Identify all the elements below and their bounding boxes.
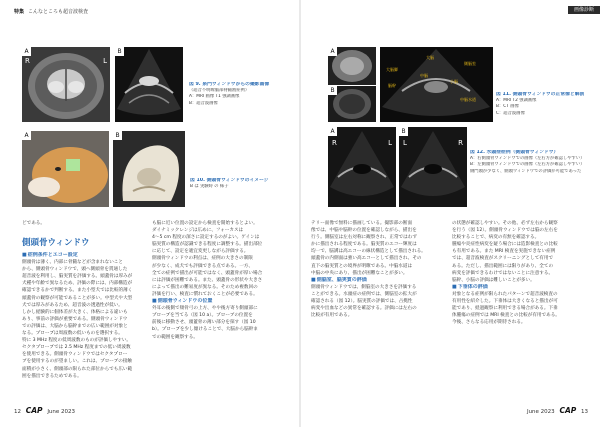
figure-12a-ultrasound-image bbox=[328, 127, 396, 207]
ultrasound-sector-illustration bbox=[115, 47, 183, 122]
body-line: によって描出の難易度が異なる。そのため複数回の bbox=[152, 284, 258, 290]
issue-date: June 2023 bbox=[47, 409, 76, 415]
mri-scan-illustration bbox=[22, 47, 110, 122]
subheading: ■ 下垂体の評価 bbox=[452, 284, 586, 291]
panel-label: A bbox=[22, 47, 31, 56]
figure-title: 図 12. 水頭症症例（側頭骨ウィンドウ） bbox=[470, 150, 559, 155]
caption-line: B は 実験時 の 様子 bbox=[190, 184, 229, 190]
body-line: の状態が確認しやすい。その他、必ず左右から観察 bbox=[452, 221, 558, 226]
caption-line: C：超音波画像 bbox=[496, 110, 525, 116]
caption-line: A：右側頭骨ウィンドウでの画像（左右方が確認しやすい） bbox=[470, 156, 585, 162]
laterality-right: R bbox=[458, 139, 463, 147]
figure-10a-dog-photo bbox=[22, 131, 109, 207]
panel-label: A bbox=[328, 127, 337, 136]
caption-line: A：MRI 画像 T1 強調画像 bbox=[189, 94, 240, 100]
anatomy-annotation: 中脳 bbox=[420, 73, 428, 78]
figure-title: 図 10. 側頭骨ウィンドウのイメージ bbox=[190, 178, 269, 183]
body-line: 犬では厚みがあるため、超音波の透過性が低い。 bbox=[22, 302, 123, 308]
running-header bbox=[14, 8, 88, 15]
issue-date: June 2023 bbox=[526, 409, 555, 415]
body-line: ブを使用するのが望ましい。これは、プローブの接触 bbox=[22, 359, 133, 365]
body-line: 側頭骨ウィンドウでは、側脳室の大きさを評価する bbox=[311, 284, 417, 290]
anatomy-annotation: 大脳脚 bbox=[386, 67, 398, 72]
panel-label: B bbox=[399, 127, 408, 136]
laterality-right: R bbox=[332, 139, 337, 147]
body-line: も脳に近い位置の設定から検査を開始するとよい。 bbox=[152, 221, 258, 226]
body-line: 側頭骨ウィンドウの利点は、症例の大きさの制限 bbox=[152, 256, 253, 262]
body-line: 全ての症例で描出が可能ではなく、頭蓋骨が厚い場合 bbox=[152, 270, 263, 276]
figure-title: 図 9. 泉門ウィンドウからの撮影画像 bbox=[189, 82, 270, 87]
body-line: 前後に移動させ、頭蓋骨の薄い部分を探す（図 10 bbox=[152, 320, 256, 326]
body-line: 有用性を紹介した。下垂体は大きくなると描出が可 bbox=[452, 299, 558, 305]
figure-11b-ct-image bbox=[328, 86, 376, 122]
figure-11a-mri-image bbox=[328, 47, 376, 85]
body-line: 今後、さらなる応用が期待される。 bbox=[452, 320, 526, 326]
ultrasound-sector-illustration bbox=[380, 47, 493, 122]
body-line: 能であり、経過観察に利用できる場合がある。下垂 bbox=[452, 306, 558, 312]
figure-11c-ultrasound-image bbox=[380, 47, 493, 122]
ultrasound-sector-illustration bbox=[399, 127, 467, 207]
anatomy-annotation: 側脳室 bbox=[464, 61, 476, 66]
body-line: セクタプローブでは 2.5 MHz 程度までの低い周波数 bbox=[22, 345, 131, 351]
body-line: には評価が困難である。また、頭蓋骨の形状や大きさ bbox=[152, 277, 263, 283]
body-line: 腫瘍や炎症性病変を疑う場合には造影検査との比較 bbox=[452, 242, 558, 248]
dog-head-illustration bbox=[22, 131, 109, 207]
figure-12b-ultrasound-image bbox=[399, 127, 467, 207]
body-line: では、超音波検査がスクリーニングとして有用で bbox=[452, 256, 554, 262]
body-line: ある。ただし、描出範囲には限りがあり、全ての bbox=[452, 263, 554, 269]
body-line: 外耳の後側で頬骨弓の上方、やや後方寄り側頭部に bbox=[152, 306, 258, 312]
section-tag: 画像診断 bbox=[568, 6, 600, 14]
ultrasound-sector-illustration bbox=[328, 127, 396, 207]
right-page-footer bbox=[527, 406, 588, 415]
body-line: 病変を評価できるわけではないことに注意する。 bbox=[452, 270, 554, 276]
figure-9a-mri-image bbox=[22, 47, 110, 122]
section-heading: 側頭骨ウィンドウ bbox=[22, 238, 90, 248]
header-section: 特集 bbox=[14, 9, 25, 15]
body-line: 均一で、脳溝は高エコーの線状構造として描出される。 bbox=[311, 249, 426, 255]
header-subtitle: こんなところも超音波検査 bbox=[28, 9, 89, 15]
body-line: プローブを当てる（図 10 a）。プローブの位置を bbox=[152, 313, 253, 319]
caption-line: A：MRI T2 強調画像 bbox=[496, 98, 537, 104]
caption-line: 側門頭が少なく、側頭ウィンドウでの評価が可能であった bbox=[470, 168, 582, 174]
spread-gutter bbox=[299, 0, 301, 427]
laterality-left: L bbox=[388, 139, 392, 147]
body-line: あり、事前の評価が重要である。側頭骨ウィンドウ bbox=[22, 316, 128, 322]
body-line: 4〜5 cm 程度の深さに設定するのがよい。ゲインは bbox=[152, 235, 260, 241]
body-line: ダイナミックレンジは広めに、フォーカスは bbox=[152, 228, 244, 234]
magazine-logo: CAP bbox=[559, 406, 577, 415]
body-line: 超音波を利用し、脳実質を評価する。頭蓋骨は厚みが bbox=[22, 274, 133, 280]
body-line: なる。プローブは周波数の低いものを選択する。 bbox=[22, 331, 123, 337]
body-line: b）。プローブを少し傾けることで、大脳から脳幹ま bbox=[152, 327, 258, 333]
subheading: ■ 症例条件とエコー設定 bbox=[22, 252, 144, 259]
right-page-column-1 bbox=[311, 220, 445, 319]
body-line: 囲を描出できるためである。 bbox=[22, 373, 82, 379]
anatomy-annotation: 中脳水道 bbox=[460, 97, 476, 102]
body-line: ことができる。水頭症の症例では、側脳室の拡大が bbox=[311, 291, 417, 297]
body-line: 直下の脳実質との境界が明瞭である。中脳水道は bbox=[311, 263, 413, 269]
left-page-column-1-body bbox=[22, 252, 144, 380]
body-line: 頭蓋骨の内側面は強い高エコーとして描出され、その bbox=[311, 256, 422, 262]
laterality-left: L bbox=[103, 57, 107, 65]
body-line: 確認できるかで判断する。また小型犬では比較的薄く bbox=[22, 288, 133, 294]
body-line: での範囲を観察する。 bbox=[152, 334, 198, 340]
body-line: 特に 3 MHz 程度の低周波数のものが評価しやすい。 bbox=[22, 338, 132, 344]
anatomy-annotation: 大脳 bbox=[426, 55, 434, 60]
figure-9-caption bbox=[189, 82, 294, 107]
body-line: 病変や出血などの異常を確認する。評価には左右の bbox=[311, 306, 417, 312]
figure-title: 図 11. 側頭骨ウィンドウの正常像と解剖 bbox=[496, 92, 585, 97]
body-line: 比較することで、病変の有無を確認する。 bbox=[452, 235, 540, 241]
body-text: どである。 bbox=[22, 221, 45, 226]
subheading: ■ 側頭骨ウィンドウの位置 bbox=[152, 298, 288, 305]
body-line: しかし経験的に個体差が大きく、体格による違いも bbox=[22, 309, 128, 315]
body-line: 中脳の中央にあり、描出が困難なことが多い。 bbox=[311, 270, 408, 276]
body-line: 確認される（図 12）。脳実質の評価では、占拠性 bbox=[311, 299, 413, 305]
caption-line: B：超音波画像 bbox=[189, 100, 218, 106]
body-line: も有用である。また MRI 検査を実施できない症例 bbox=[452, 249, 556, 255]
panel-label: B bbox=[328, 86, 337, 95]
magazine-logo: CAP bbox=[25, 406, 43, 415]
figure-10-caption bbox=[190, 178, 295, 190]
body-line: 比較が有用である。 bbox=[311, 313, 353, 319]
page-number: 13 bbox=[581, 409, 588, 415]
body-line: 脳幹、小脳の評価は難しいことが多い。 bbox=[452, 277, 535, 283]
body-line: での評価は、大脳から脳幹までの広い範囲が対象と bbox=[22, 323, 128, 329]
body-line: かに描出される程度である。脳実質のエコー輝度は bbox=[311, 242, 417, 248]
left-page-footer bbox=[14, 406, 75, 415]
body-line: 犬種や年齢で異なるため、評価の際には、内部構造が bbox=[22, 281, 133, 287]
caption-line: B：CT 画像 bbox=[496, 104, 519, 110]
body-line: を行う（図 12）。側頭骨ウィンドウでは脳の左右を bbox=[452, 228, 558, 234]
body-line: を使用できる。側頭骨ウィンドウではセクタプロー bbox=[22, 352, 128, 358]
caption-line: （超音不明瞭腦部脊髄液症例） bbox=[189, 88, 250, 94]
panel-label: A bbox=[22, 131, 31, 140]
figure-11-caption bbox=[496, 92, 596, 117]
anatomy-annotation: 小脳 bbox=[450, 79, 458, 84]
page-number: 12 bbox=[14, 409, 21, 415]
body-line: から、側頭骨ウィンドウで、頭へ側頭骨を貫通した bbox=[22, 267, 128, 273]
laterality-left: L bbox=[403, 139, 407, 147]
body-line: 評価を行い、検査に慣れておくことが必要である。 bbox=[152, 291, 258, 297]
body-line: が少なく、成犬でも評価できる点である。一方、 bbox=[152, 263, 253, 269]
body-line: テリー面像で無料に描画している。撮影部の断面 bbox=[311, 221, 413, 226]
body-line: 体腫瘍の症例では MRI 検査との比較が有用である。 bbox=[452, 313, 560, 319]
panel-label: B bbox=[113, 131, 122, 140]
panel-label: A bbox=[328, 47, 337, 56]
body-line: に応じて、設定を適宜変更しながら評価する。 bbox=[152, 249, 249, 255]
left-page-column-2 bbox=[152, 220, 288, 341]
body-line: 面積が小さく、側頭部の限られた部位からでも広い範 bbox=[22, 366, 133, 372]
panel-label: B bbox=[115, 47, 124, 56]
body-line: 像では、中脳や脳幹の位置を確認しながら、描出を bbox=[311, 228, 417, 234]
anatomy-annotation: 脳幹 bbox=[388, 83, 396, 88]
figure-12-caption bbox=[470, 150, 596, 175]
laterality-right: R bbox=[25, 57, 30, 65]
left-page-column-1 bbox=[22, 220, 144, 227]
body-line: 脳実質の構造が認識できる程度に調整する。描出部位 bbox=[152, 242, 263, 248]
right-page-column-2 bbox=[452, 220, 586, 326]
body-line: 行う。側脳室は左右対称に観察され、正常ではわず bbox=[311, 235, 417, 241]
figure-9b-ultrasound-image bbox=[115, 47, 183, 122]
figure-10b-skull-photo bbox=[113, 131, 185, 207]
subheading: ■ 側脳室、脳実質の評価 bbox=[311, 277, 445, 284]
skull-illustration bbox=[113, 131, 185, 207]
body-line: 頭蓋骨の観察が可能であることが多い。中型犬や大型 bbox=[22, 295, 133, 301]
caption-line: B：左側頭骨ウィンドウでの画像（左右方が確認しやすい） bbox=[470, 162, 585, 168]
body-line: 対象となる症例が限られたパターンで超音波検査の bbox=[452, 291, 558, 297]
body-line: 側頭骨は薄く、内部に骨髄などが含まれないこと bbox=[22, 260, 123, 266]
